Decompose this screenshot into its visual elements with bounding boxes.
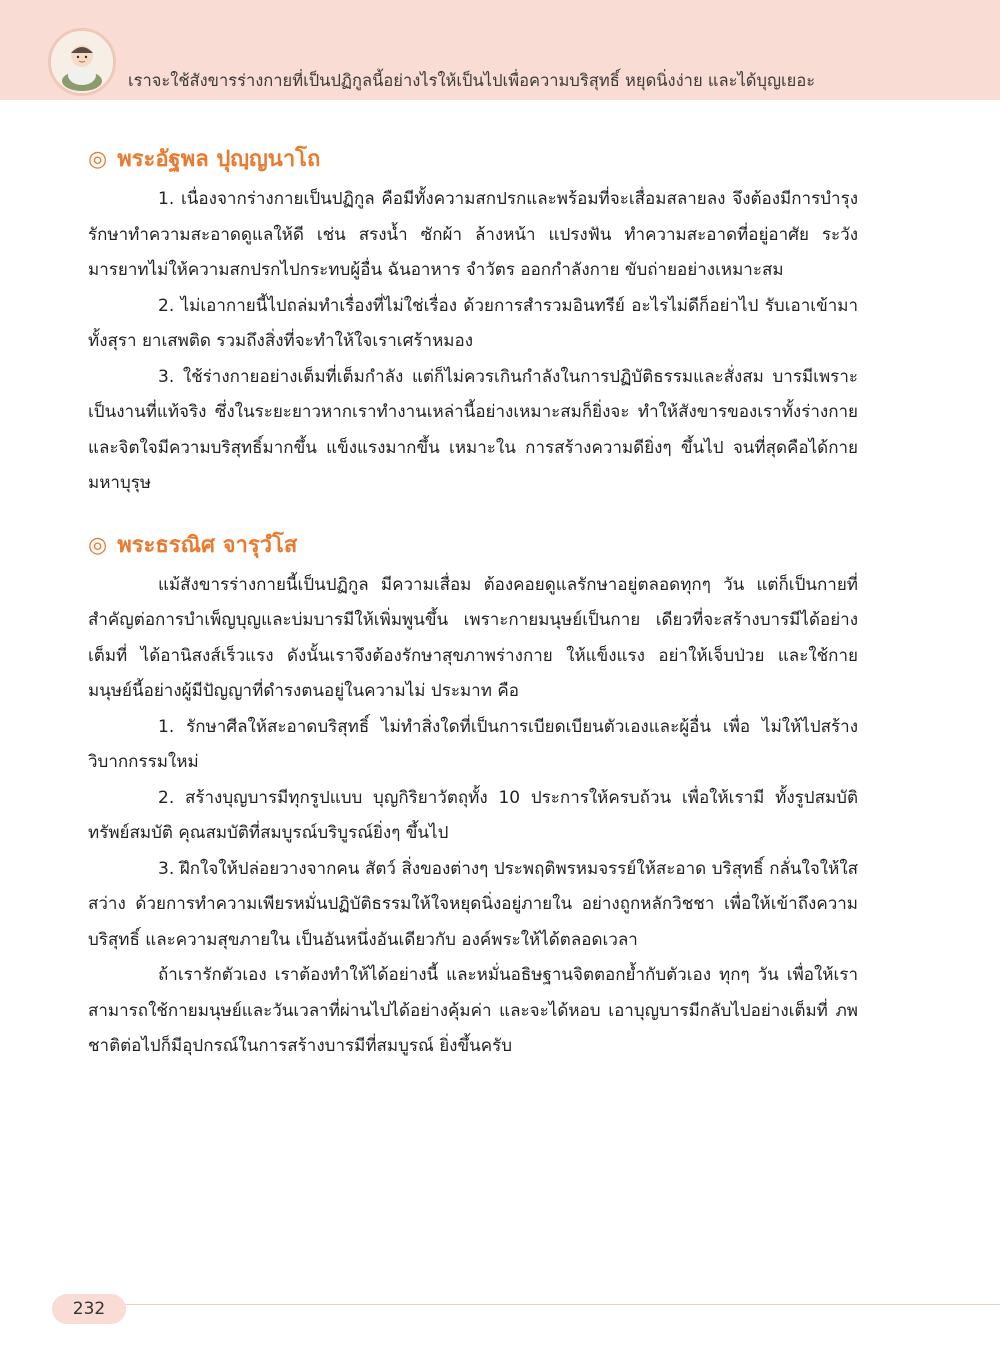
paragraph: 3. ฝึกใจให้ปล่อยวางจากคน สัตว์ สิ่งของต่างๆ ประพฤติพรหมจรรย์ให้สะอาด บริสุทธิ์ กลั่นใจให้ใสสว่าง ด้วยการทำความเพียรหมั่นปฏิบัติธรรมให้ใจหยุดนิ่งอยู่ภายใน อย่างถูกหลักวิชชา เพื่อให้เข้าถึงความบริสุทธิ์ และความสุขภายใน เป็นอันหนึ่งอันเดียวกับ องค์พระให้ได้ตลอดเวลา [88,858,858,950]
paragraph: 1. รักษาศีลให้สะอาดบริสุทธิ์ ไม่ทำสิ่งใดที่เป็นการเบียดเบียนตัวเองและผู้อื่น เพื่อ ไม่ให้ไปสร้างวิบากกรรมใหม่ [88,716,858,772]
monk-illustration [48,28,116,96]
paragraph: 3. ใช้ร่างกายอย่างเต็มที่เต็มกำลัง แต่ก็ไม่ควรเกินกำลังในการปฏิบัติธรรมและสั่งสม บารมีเพราะเป็นงานที่แท้จริง ซึ่งในระยะยาวหากเราทำงานเหล่านี้อย่างเหมาะสมก็ยิ่งจะ ทำให้สังขารของเราทั้งร่างกายและจิตใจมีความบริสุทธิ์มากขึ้น แข็งแรงมากขึ้น เหมาะใน การสร้างความดียิ่งๆ ขึ้นไป จนที่สุดคือได้กายมหาบุรุษ [88,366,858,493]
monk-cartoon-icon [51,31,113,93]
section-title-text: พระอัฐพล ปุญฺญนาโถ [117,147,321,172]
bullet-icon: ◎ [88,147,108,172]
chapter-title: เราจะใช้สังขารร่างกายที่เป็นปฏิกูลนี้อย่างไรให้เป็นไปเพื่อความบริสุทธิ์ หยุดนิ่งง่าย และได้บุญเยอะ [128,71,816,90]
paragraph: แม้สังขารร่างกายนี้เป็นปฏิกูล มีความเสื่อม ต้องคอยดูแลรักษาอยู่ตลอดทุกๆ วัน แต่ก็เป็นกายที่สำคัญต่อการบำเพ็ญบุญและบ่มบารมีให้เพิ่มพูนขึ้น เพราะกายมนุษย์เป็นกาย เดียวที่จะสร้างบารมีได้อย่างเต็มที่ ได้อานิสงส์เร็วแรง ดังนั้นเราจึงต้องรักษาสุขภาพร่างกาย ให้แข็งแรง อย่าให้เจ็บป่วย และใช้กายมนุษย์นี้อย่างผู้มีปัญญาที่ดำรงตนอยู่ในความไม่ ประมาท คือ [88,574,858,701]
article-body [88,138,858,1065]
section-title-text: พระธรณิศ จารุวํโส [117,532,298,558]
section-heading [88,524,858,568]
paragraph: 1. เนื่องจากร่างกายเป็นปฏิกูล คือมีทั้งความสกปรกและพร้อมที่จะเสื่อมสลายลง จึงต้องมีการบำรุงรักษาทำความสะอาดดูแลให้ดี เช่น สรงน้ำ ซักผ้า ล้างหน้า แปรงฟัน ทำความสะอาดที่อยู่อาศัย ระวังมารยาทไม่ให้ความสกปรกไปกระทบผู้อื่น ฉันอาหาร จำวัตร ออกกำลังกาย ขับถ่ายอย่างเหมาะสม [88,189,858,280]
footer-divider [120,1304,1000,1305]
paragraph: 2. สร้างบุญบารมีทุกรูปแบบ บุญกิริยาวัตถุทั้ง 10 ประการให้ครบถ้วน เพื่อให้เรามี ทั้งรูปสมบัติ ทรัพย์สมบัติ คุณสมบัติที่สมบูรณ์บริบูรณ์ยิ่งๆ ขึ้นไป [88,787,858,843]
paragraph: 2. ไม่เอากายนี้ไปถล่มทำเรื่องที่ไม่ใช่เรื่อง ด้วยการสำรวมอินทรีย์ อะไรไม่ดีก็อย่าไป รับเอาเข้ามา ทั้งสุรา ยาเสพติด รวมถึงสิ่งที่จะทำให้ใจเราเศร้าหมอง [88,295,858,351]
page-number: 232 [52,1294,126,1324]
bullet-icon: ◎ [88,532,108,558]
page-header [0,0,1000,100]
section-heading [88,138,858,182]
paragraph: ถ้าเรารักตัวเอง เราต้องทำให้ได้อย่างนี้ และหมั่นอธิษฐานจิตตอกย้ำกับตัวเอง ทุกๆ วัน เพื่อให้เราสามารถใช้กายมนุษย์และวันเวลาที่ผ่านไปได้อย่างคุ้มค่า และจะได้หอบ เอาบุญบารมีกลับไปอย่างเต็มที่ ภพชาติต่อไปก็มีอุปกรณ์ในการสร้างบารมีที่สมบูรณ์ ยิ่งขึ้นครับ [88,965,858,1056]
